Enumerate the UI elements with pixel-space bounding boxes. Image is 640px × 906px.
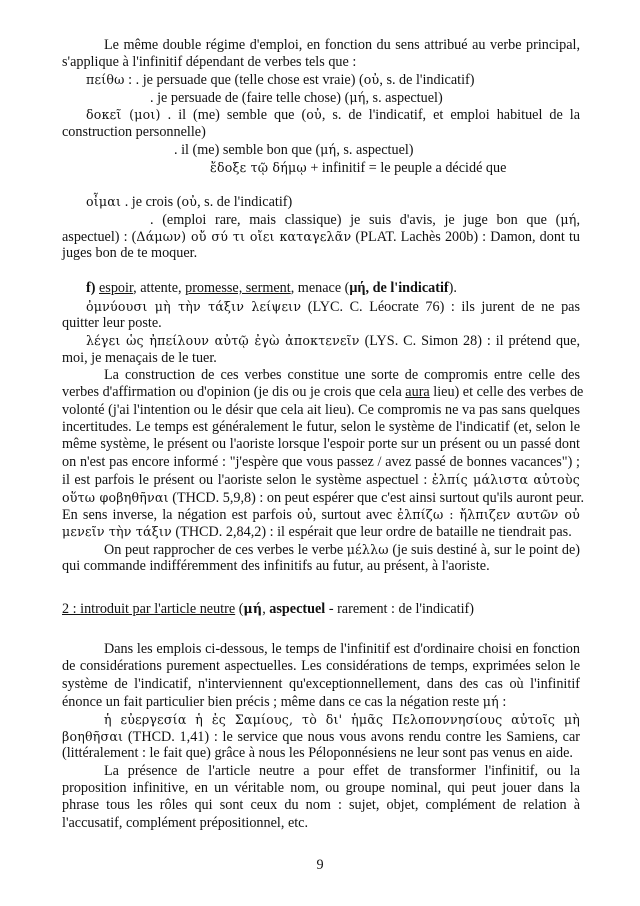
text-line: aspectuel) : (Δάμων) οὔ σύ τι οἴει καταγελᾶν (PLAT. Lachès 200b) : Damon, dont tu [62, 229, 581, 245]
text-line: construction personnelle) [62, 124, 206, 140]
text-line: incertitudes. Le temps est généralement le futur, selon le système de l'indicatif (et, selon le [62, 419, 580, 435]
text-line: on n'est pas encore informé : "j'espère que vous passez / avez passé de bonnes vacances") ; [62, 454, 580, 470]
text-line: proposition infinitive, en un véritable nom, ou groupe nominal, qui peut jouer dans la [62, 780, 580, 796]
text-line: La présence de l'article neutre a pour effet de transformer l'infinitif, ou la [104, 763, 580, 779]
text-line: On peut rapprocher de ces verbes le verbe μέλλω (je suis destiné à, sur le point de) [104, 542, 580, 558]
text-line: verbes d'affirmation ou d'opinion (je dis ou je crois que cela aura lieu) et celle des verbes de [62, 384, 584, 400]
text-line: (littéralement : le fait que) grâce à nous les Péloponnésiens ne leur sont pas venus en aide. [62, 745, 573, 761]
text-line: βοηθῆσαι (THCD. 1,41) : le service que nous vous avons rendu contre les Samiens, car [62, 729, 580, 745]
text-line: de considérations purement aspectuelles. Les considérations de temps, exprimées selon le [62, 658, 580, 674]
text-line: λέγει ὡς ἠπείλουν αὐτῷ ἐγὼ ἀποκτενεῖν (LYS. C. Simon 28) : il prétend que, [86, 333, 580, 349]
text-line: En sens inverse, la négation est parfois οὐ, surtout avec ἐλπίζω : ἤλπιζεν αυτῶν οὐ [62, 507, 580, 523]
text-line: ὀμνύουσι μὴ τὴν τάξιν λείψειν (LYC. C. Léocrate 76) : ils jurent de ne pas [86, 299, 580, 315]
text-line: οὕτω φοβηθῆναι (THCD. 5,9,8) : on peut espérer que c'est ainsi surtout qu'ils auront peur. [62, 490, 585, 506]
text-line: même système, le présent ou l'aoriste lorsque l'espoir porte sur un présent ou un passé dont [62, 436, 580, 452]
text-line: quitter leur poste. [62, 315, 162, 331]
text-line: il est parfois le présent ou l'aoriste selon le système aspectuel : ἐλπίς μάλιστα αὐτοὺς [62, 472, 580, 488]
text-line: système de l'indicatif, n'interviennent qu'exceptionnellement, dans des cas où l'infinitif [62, 676, 580, 692]
text-line: juges bon de te moquer. [62, 245, 198, 261]
text-line: Le même double régime d'emploi, en fonction du sens attribué au verbe principal, [104, 37, 580, 53]
page-number: 9 [316, 857, 324, 873]
text-line: s'applique à l'infinitif dépendant de verbes tels que : [62, 54, 357, 70]
text-line: qui commande indifféremment des infinitifs au futur, au présent, à l'aoriste. [62, 558, 490, 574]
text-line: δοκεῖ (μοι) . il (me) semble que (οὐ, s. de l'indicatif, et emploi habituel de la [86, 107, 580, 123]
text-line: οἶμαι . je crois (οὐ, s. de l'indicatif) [86, 194, 293, 210]
text-line: . (emploi rare, mais classique) je suis d'avis, je juge bon que (μή, [150, 212, 580, 228]
text-line: ἡ εὐεργεσία ἡ ἐς Σαμίους, τὸ δι' ἡμᾶς Πελοποννησίους αὐτοῖς μὴ [104, 712, 580, 727]
text-line: moi, je menaçais de le tuer. [62, 350, 217, 366]
text-line: ἔδοξε τῷ δήμῳ + infinitif = le peuple a décidé que [210, 160, 507, 176]
text-line: énonce un fait particulier bien précis ; même dans ce cas la négation reste μή : [62, 694, 507, 710]
text-line: phrase tous les rôles qui sont ceux du nom : sujet, objet, complément de relation à [62, 797, 580, 813]
text-line: l'accusatif, complément prépositionnel, etc. [62, 815, 309, 831]
text-line: Dans les emplois ci-dessous, le temps de l'infinitif est d'ordinaire choisi en fonction [104, 641, 580, 657]
text-line: volonté (j'ai l'intention ou le désir que cela ait lieu). Ce compromis ne va pas sans quelques [62, 402, 580, 418]
text-line: μενεῖν τὴν τάξιν (THCD. 2,84,2) : il espérait que leur ordre de bataille ne tiendrait pas. [62, 524, 572, 540]
section-heading-2: 2 : introduit par l'article neutre (μή, aspectuel - rarement : de l'indicatif) [62, 601, 474, 617]
text-line: . il (me) semble bon que (μή, s. aspectuel) [174, 142, 414, 158]
text-line: La construction de ces verbes constitue une sorte de compromis entre celle des [104, 367, 580, 383]
text-line: . je persuade de (faire telle chose) (μή, s. aspectuel) [150, 90, 443, 106]
text-line: πείθω : . je persuade que (telle chose est vraie) (οὐ, s. de l'indicatif) [86, 72, 475, 88]
section-heading-f: f) espoir, attente, promesse, serment, menace (μή, de l'indicatif). [86, 280, 457, 296]
